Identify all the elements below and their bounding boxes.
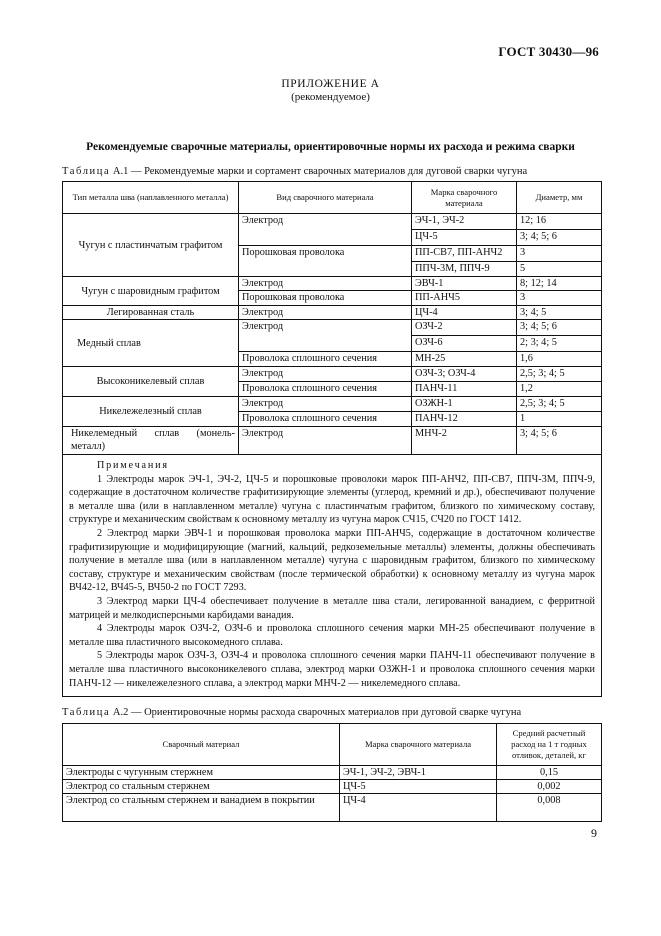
table1-metal-cell: Никележелезный сплав [63,397,239,427]
table1-header-cell: Тип металла шва (наплавленного металла) [63,182,239,214]
note-item: 5 Электроды марок ОЗЧ-3, ОЗЧ-4 и проволока сплошного сечения марки ПАНЧ-11 обеспечивают получение в металле шва пластичного высоконикелевого сплава, электрод марки ОЗЖН-1 и проволока сплошного сечения марки ПАНЧ-12 — никележелезного сплава, а электрод марки МНЧ-2 — никелемедного сплава. [69,650,595,689]
table-row [63,794,602,822]
table1-grade-cell: ОЗЖН-1 [412,397,517,412]
table1-diameter-cell: 3; 4; 5 [517,306,602,320]
table1-grade-cell: ЦЧ-4 [412,306,517,320]
table2-header-cell: Сварочный материал [63,724,340,766]
table1-material-cell: Электрод [239,427,412,455]
table1-header-cell: Диаметр, мм [517,182,602,214]
table1-metal-cell: Чугун с пластинчатым графитом [63,214,239,277]
table1-diameter-cell: 2,5; 3; 4; 5 [517,397,602,412]
table2-material-cell: Электроды с чугунным стержнем [63,766,340,780]
table2-material-cell: Электрод со стальным стержнем [63,780,340,794]
table1-diameter-cell: 2,5; 3; 4; 5 [517,367,602,382]
table2-header-cell: Марка сварочного материала [340,724,497,766]
table-row [63,306,602,320]
table1-header-row [63,182,602,214]
table1-grade-cell: МНЧ-2 [412,427,517,455]
table-row [63,766,602,780]
table1-grade-cell: ЦЧ-5 [412,230,517,246]
table1-material-cell: Электрод [239,320,412,352]
appendix-subtitle: (рекомендуемое) [291,91,370,103]
table1-diameter-cell: 5 [517,262,602,277]
table1-diameter-cell: 12; 16 [517,214,602,230]
table1-grade-cell: ОЗЧ-2 [412,320,517,336]
table2-caption-text: А.2 — Ориентировочные нормы расхода сварочных материалов при дуговой сварке чугуна [112,707,522,718]
table1-diameter-cell: 3; 4; 5; 6 [517,320,602,336]
table1-metal-cell: Легированная сталь [63,306,239,320]
table2-header-cell: Средний расчетный расход на 1 т годных отливок, деталей, кг [497,724,602,766]
table1-diameter-cell: 3 [517,291,602,306]
table1-grade-cell: ПАНЧ-12 [412,412,517,427]
table1-grade-cell: ППЧ-3М, ППЧ-9 [412,262,517,277]
table1-material-cell: Электрод [239,214,412,246]
table2-consumption-cell: 0,002 [497,780,602,794]
table1 [62,181,602,697]
table1-metal-cell: Высоконикелевый сплав [63,367,239,397]
table2-material-cell: Электрод со стальным стержнем и ванадием в покрытии [63,794,340,822]
table1-metal-cell: Чугун с шаровидным графитом [63,277,239,306]
table-row [63,320,602,336]
table1-diameter-cell: 3 [517,246,602,262]
note-item: 1 Электроды марок ЭЧ-1, ЭЧ-2, ЦЧ-5 и порошковые проволоки марок ПП-АНЧ2, ПП-СВ7, ППЧ-3М, ППЧ-9, содержащие в достаточном количестве графитизирующие элементы (углерод, кремний и др.), обеспечивают получение в металле шва (или в наплавленном металле) чугуна с пластинчатым графитом, близкого по химическому составу, структуре и механическим свойствам к основному металлу из чугуна марок СЧ15, СЧ20 по ГОСТ 1412. [69,473,595,526]
document-code: ГОСТ 30430—96 [498,44,599,59]
appendix-title: ПРИЛОЖЕНИЕ А [281,78,380,90]
table2-header-row [63,724,602,766]
table1-material-cell: Порошковая проволока [239,291,412,306]
table1-material-cell: Проволока сплошного сечения [239,382,412,397]
table2-grade-cell: ЭЧ-1, ЭЧ-2, ЭВЧ-1 [340,766,497,780]
table1-grade-cell: ОЗЧ-6 [412,336,517,352]
table1-grade-cell: ОЗЧ-3; ОЗЧ-4 [412,367,517,382]
table-row [63,427,602,455]
notes-title: Примечания [97,460,169,471]
table1-material-cell: Электрод [239,277,412,291]
table-row [63,367,602,382]
table1-diameter-cell: 3; 4; 5; 6 [517,427,602,455]
table1-header-cell: Вид сварочного материала [239,182,412,214]
table1-diameter-cell: 1,6 [517,352,602,367]
table1-material-cell: Порошковая проволока [239,246,412,277]
table1-caption [62,166,527,177]
table1-notes [63,455,602,697]
table1-material-cell: Проволока сплошного сечения [239,412,412,427]
table1-caption-text: А.1 — Рекомендуемые марки и сортамент сварочных материалов для дуговой сварки чугуна [112,166,528,177]
table2-caption-prefix: Таблица [62,707,111,718]
table1-diameter-cell: 1 [517,412,602,427]
table1-diameter-cell: 8; 12; 14 [517,277,602,291]
table1-grade-cell: ПП-СВ7, ПП-АНЧ2 [412,246,517,262]
table1-material-cell: Электрод [239,367,412,382]
table-row [63,214,602,230]
table1-grade-cell: ЭЧ-1, ЭЧ-2 [412,214,517,230]
table-row [63,780,602,794]
table1-notes-row [63,455,602,697]
note-item: 3 Электрод марки ЦЧ-4 обеспечивает получение в металле шва стали, легированной ванадием, с ферритной матрицей и мелкодисперсными карбидами ванадия. [69,595,595,621]
table1-metal-cell: Никелемедный сплав (монель-металл) [63,427,239,455]
table1-header-cell: Марка сварочного материала [412,182,517,214]
section-title: Рекомендуемые сварочные материалы, ориентировочные нормы их расхода и режима сварки [86,141,575,153]
note-item: 4 Электроды марок ОЗЧ-2, ОЗЧ-6 и проволока сплошного сечения марки МН-25 обеспечивают получение в металле шва пластичного высокомедного сплава. [69,623,595,648]
table2-consumption-cell: 0,008 [497,794,602,822]
page-number: 9 [591,826,597,840]
table1-grade-cell: ПП-АНЧ5 [412,291,517,306]
table1-material-cell: Электрод [239,397,412,412]
table2-grade-cell: ЦЧ-4 [340,794,497,822]
table-row [63,277,602,291]
table1-caption-prefix: Таблица [62,166,111,177]
table1-diameter-cell: 2; 3; 4; 5 [517,336,602,352]
table2-consumption-cell: 0,15 [497,766,602,780]
table2 [62,723,602,822]
table1-material-cell: Электрод [239,306,412,320]
table1-grade-cell: МН-25 [412,352,517,367]
table1-diameter-cell: 1,2 [517,382,602,397]
table1-metal-cell: Медный сплав [63,320,239,367]
table1-material-cell: Проволока сплошного сечения [239,352,412,367]
table2-grade-cell: ЦЧ-5 [340,780,497,794]
table1-grade-cell: ЭВЧ-1 [412,277,517,291]
table1-diameter-cell: 3; 4; 5; 6 [517,230,602,246]
note-item: 2 Электрод марки ЭВЧ-1 и порошковая проволока марки ПП-АНЧ5, содержащие в достаточном количестве графитизирующие и модифицирующие (магний, кальций, редкоземельные металлы) элементы, должны обеспечивать получение в металле шва (или в наплавленном металле) чугуна с шаровидным графитом, близкого по химическому составу, структуре и механическим свойствам (после термической обработки) к основному металлу из чугуна марок ВЧ42-12, ВЧ45-5, ВЧ50-2 по ГОСТ 7293. [69,527,595,594]
table2-caption [62,707,521,718]
table-row [63,397,602,412]
table1-grade-cell: ПАНЧ-11 [412,382,517,397]
